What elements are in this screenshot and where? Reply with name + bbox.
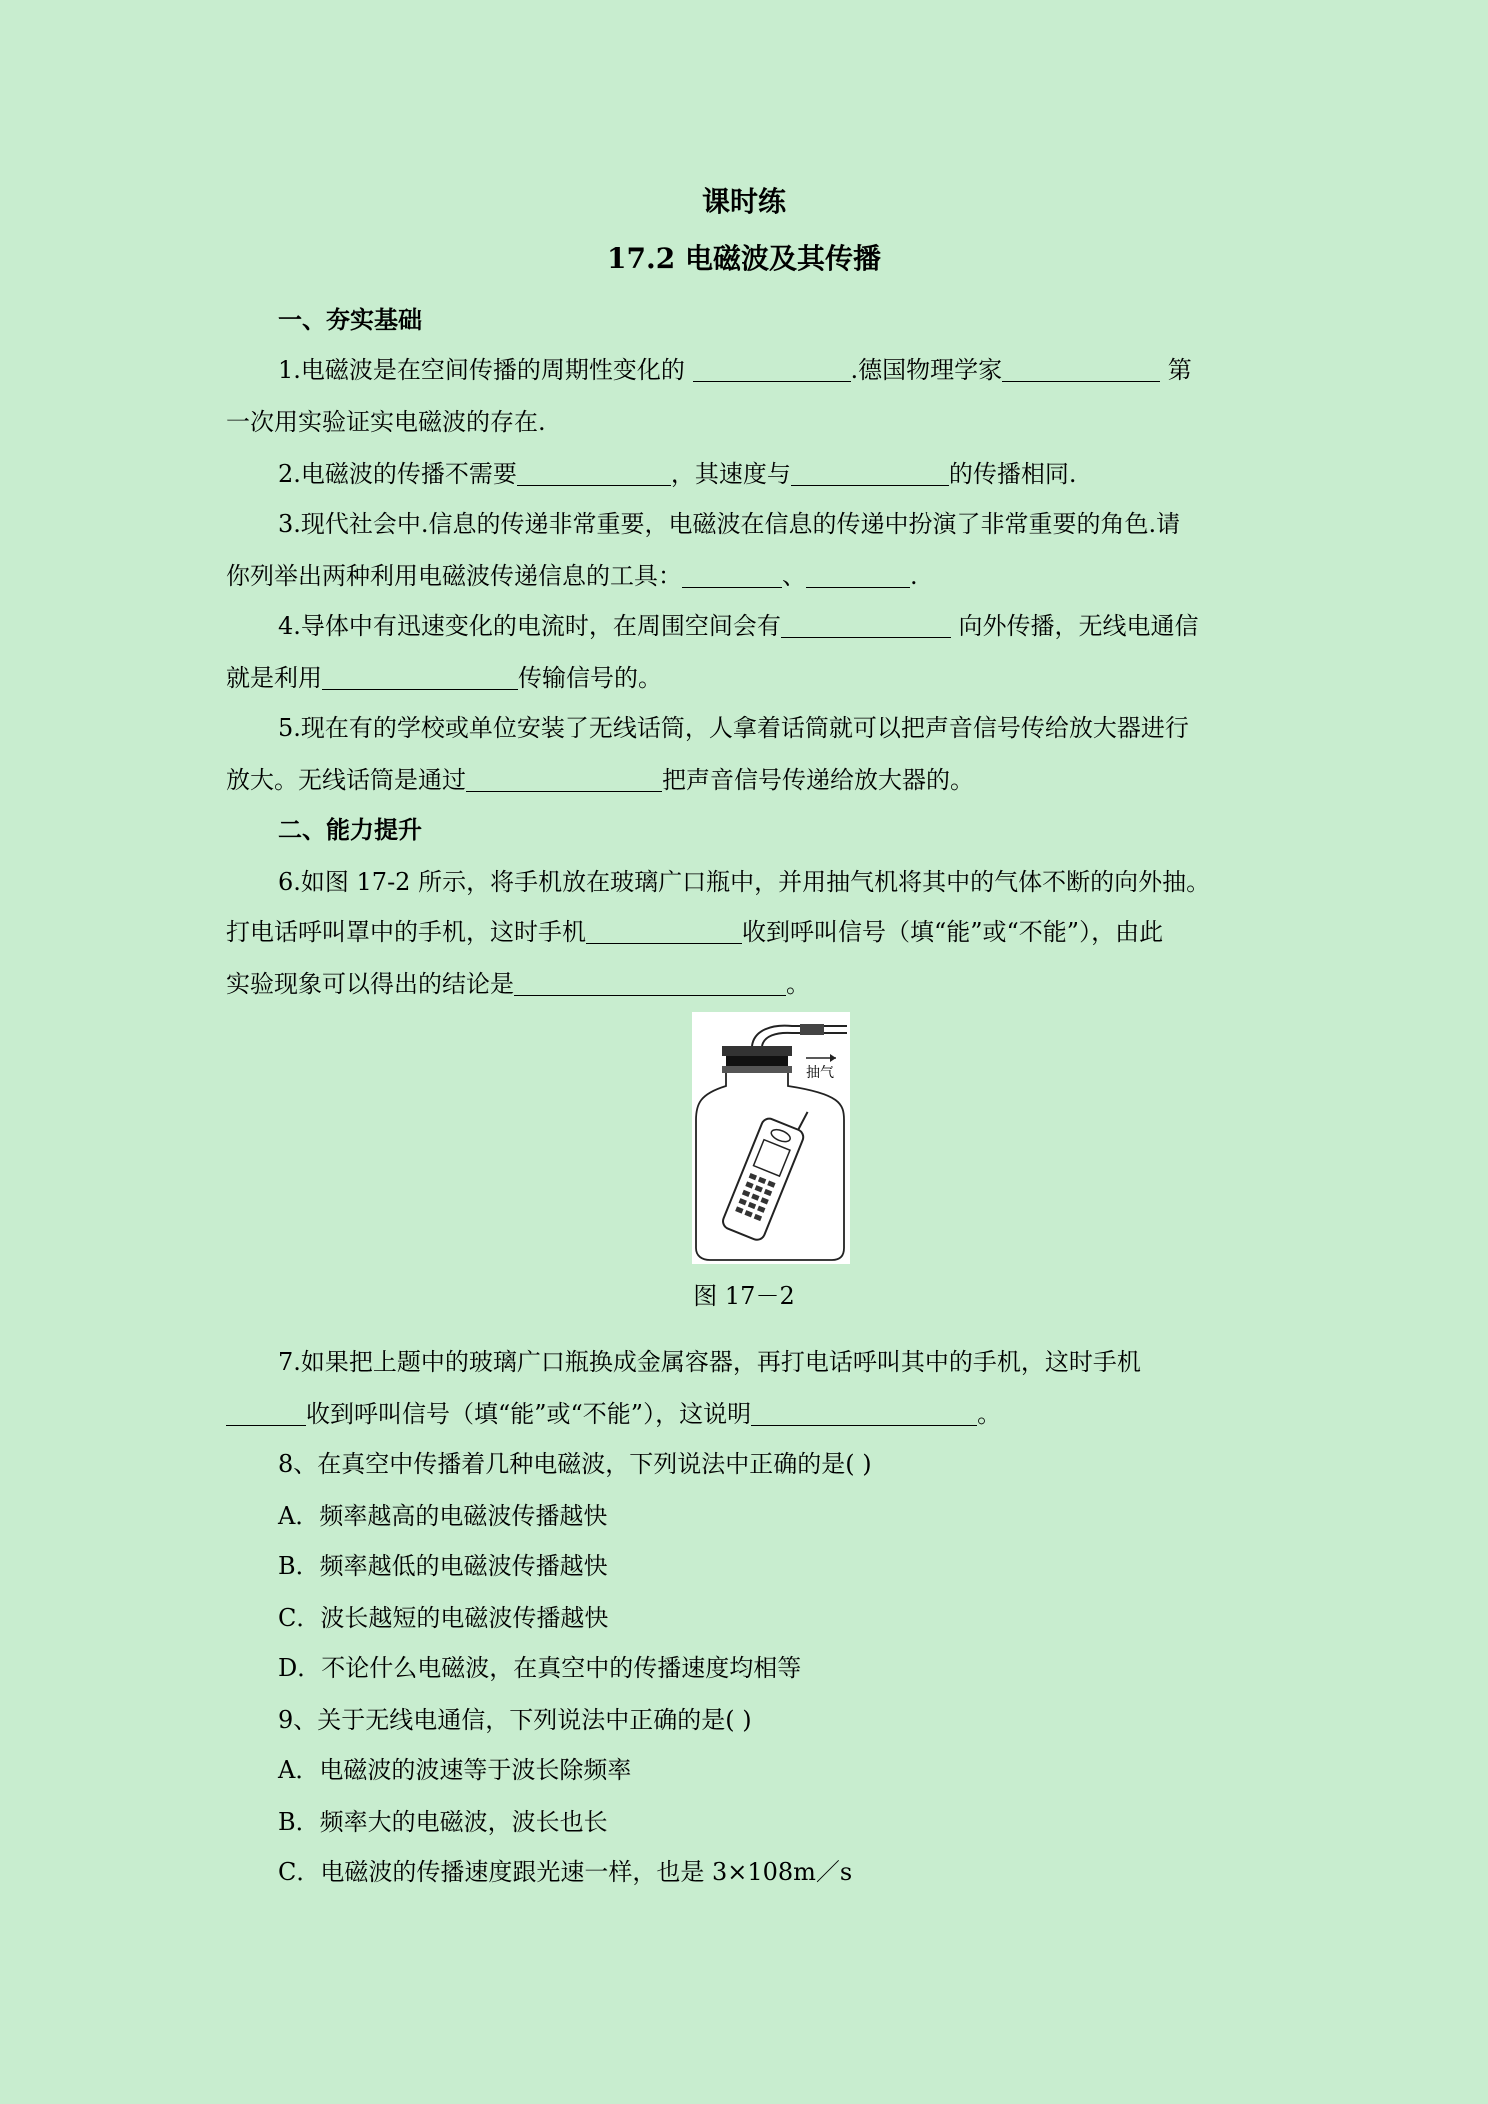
answer-blank[interactable] (693, 357, 851, 382)
question-6-line-3: 实验现象可以得出的结论是 。 (226, 970, 810, 998)
figure-bottle-phone (692, 1012, 850, 1264)
answer-blank[interactable] (682, 563, 782, 588)
question-6-line-2: 打电话呼叫罩中的手机，这时手机 收到呼叫信号（填“能”或“不能”），由此 (226, 918, 1164, 946)
question-3-line-2: 你列举出两种利用电磁波传递信息的工具： 、 . (226, 562, 918, 590)
answer-blank[interactable] (322, 665, 518, 690)
question-8-option-b[interactable]: B．频率越低的电磁波传播越快 (278, 1552, 608, 1580)
answer-blank[interactable] (586, 919, 742, 944)
question-1-line-2: 一次用实验证实电磁波的存在. (226, 408, 546, 436)
question-3-line-1: 3.现代社会中.信息的传递非常重要，电磁波在信息的传递中扮演了非常重要的角色.请 (278, 510, 1181, 538)
answer-blank[interactable] (781, 613, 951, 638)
page-title: 课时练 (701, 185, 786, 218)
question-8-option-d[interactable]: D．不论什么电磁波，在真空中的传播速度均相等 (278, 1654, 802, 1682)
question-4-line-1: 4.导体中有迅速变化的电流时，在周围空间会有 向外传播，无线电通信 (278, 612, 1199, 640)
page-subtitle: 17.2 电磁波及其传播 (607, 242, 881, 275)
answer-blank[interactable] (466, 767, 662, 792)
section-heading-advanced: 二、能力提升 (278, 815, 422, 844)
question-4-line-2: 就是利用 传输信号的。 (226, 664, 662, 692)
answer-blank[interactable] (751, 1401, 977, 1426)
answer-blank[interactable] (226, 1401, 306, 1426)
answer-blank[interactable] (1002, 357, 1160, 382)
answer-blank[interactable] (791, 461, 949, 486)
question-7-line-2: 收到呼叫信号（填“能”或“不能”），这说明 。 (226, 1394, 1001, 1429)
question-7-line-1: 7.如果把上题中的玻璃广口瓶换成金属容器，再打电话呼叫其中的手机，这时手机 (278, 1348, 1141, 1376)
question-5-line-1: 5.现在有的学校或单位安装了无线话筒，人拿着话筒就可以把声音信号传给放大器进行 (278, 714, 1189, 742)
question-9-option-a[interactable]: A．电磁波的波速等于波长除频率 (278, 1756, 632, 1784)
bottle-phone-illustration (692, 1012, 850, 1264)
question-5-line-2: 放大。无线话筒是通过 把声音信号传递给放大器的。 (226, 766, 974, 794)
answer-blank[interactable] (806, 563, 910, 588)
mobile-phone-icon (721, 1098, 813, 1242)
question-8-stem: 8、在真空中传播着几种电磁波，下列说法中正确的是( ) (278, 1450, 872, 1478)
question-1-line-1: 1.电磁波是在空间传播的周期性变化的 .德国物理学家 第 (278, 356, 1192, 384)
figure-label-pump: 抽气 (806, 1065, 834, 1081)
question-6-line-1: 6.如图 17-2 所示，将手机放在玻璃广口瓶中，并用抽气机将其中的气体不断的向外抽。 (278, 868, 1211, 896)
question-8-option-c[interactable]: C．波长越短的电磁波传播越快 (278, 1604, 609, 1632)
question-9-option-c[interactable]: C．电磁波的传播速度跟光速一样，也是 3×108m／s (278, 1858, 853, 1886)
question-2: 2.电磁波的传播不需要 ，其速度与 的传播相同. (278, 460, 1077, 488)
section-heading-basic: 一、夯实基础 (278, 305, 422, 334)
question-9-option-b[interactable]: B．频率大的电磁波，波长也长 (278, 1808, 608, 1836)
question-9-stem: 9、关于无线电通信，下列说法中正确的是( ) (278, 1706, 752, 1734)
answer-blank[interactable] (517, 461, 671, 486)
answer-blank[interactable] (514, 971, 786, 996)
question-8-option-a[interactable]: A．频率越高的电磁波传播越快 (278, 1502, 608, 1530)
figure-caption: 图 17－2 (693, 1282, 795, 1310)
